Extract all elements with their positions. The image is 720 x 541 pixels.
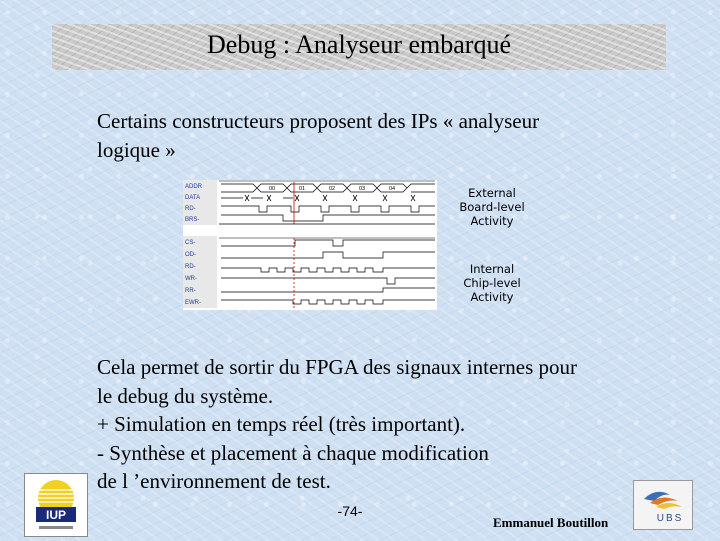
signal-label-wr: WR- [185,276,197,282]
signal-label-brs: BRS- [185,217,200,223]
internal-label-line: Internal [469,262,515,276]
ubs-logo [633,480,693,530]
signal-label-od: OD- [185,252,196,258]
rd-trace [221,206,435,212]
page-number: -74- [337,503,363,519]
external-label-line: Board-level [459,200,525,214]
signal-label-cs: CS- [185,240,196,246]
signal-label-data: DATA [185,195,201,201]
logo-text: UBS [656,513,684,524]
intro-line: logique » [97,137,176,162]
addr-bus-trace [221,184,435,192]
body-line: - Synthèse et placement à chaque modification [97,440,489,465]
internal-label-line: Activity [470,290,514,304]
body-line: le debug du système. [97,383,274,408]
logo-underline [39,526,73,529]
body-line: + Simulation en temps réel (très important). [97,412,466,436]
iup-logo [24,473,88,537]
body-line: Cela permet de sortir du FPGA des signaux internes pour [97,355,578,379]
addr-value: 01 [299,186,306,192]
external-label-line: External [468,186,516,200]
internal-activity-label [447,262,537,304]
internal-traces [221,240,435,304]
signal-label-rr: RR- [185,288,196,294]
signal-label-rd-int: RD- [185,264,196,270]
signal-label-addr: ADDR [185,184,203,190]
brs-trace [221,215,435,221]
timing-diagram [183,180,437,310]
addr-value: 02 [329,186,336,192]
intro-paragraph [97,107,637,164]
signal-label-ewr: EWR- [185,300,201,306]
logo-text: IUP [45,508,67,522]
internal-labels-panel [183,236,217,308]
body-line: de l ’environnement de test. [97,469,331,493]
logic-analyzer-diagram [183,180,437,310]
signal-label-rd: RD- [185,206,196,212]
addr-value: 04 [389,186,396,192]
addr-value: 00 [269,186,276,192]
external-activity-label [447,186,537,228]
addr-value: 03 [359,186,366,192]
intro-line: Certains constructeurs proposent des IPs « analyseur [97,109,540,133]
external-label-line: Activity [470,214,514,228]
slide-title: Debug : Analyseur embarqué [207,30,511,59]
author-name: Emmanuel Boutillon [493,515,609,530]
data-bus-trace [221,195,415,201]
internal-label-line: Chip-level [463,276,521,290]
body-paragraph [97,353,677,496]
